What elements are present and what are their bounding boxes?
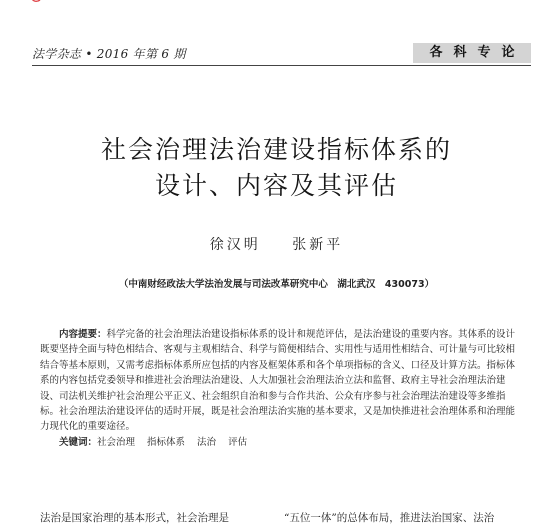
header-rule	[32, 65, 531, 66]
article-title	[0, 132, 553, 204]
keywords	[40, 435, 520, 450]
keyword: 法治	[197, 436, 217, 448]
red-corner-mark	[28, 0, 48, 8]
body-column-right: “五位一体”的总体布局，推进法治国家、法治	[284, 512, 495, 524]
section-tag: 各科专论	[413, 43, 531, 63]
author-name: 张新平	[292, 237, 344, 253]
keyword: 指标体系	[147, 436, 186, 448]
body-column-left: 法治是国家治理的基本形式，社会治理是	[40, 512, 229, 524]
keyword: 评估	[228, 436, 248, 448]
keyword: 社会治理	[97, 436, 136, 448]
journal-info: 法学杂志 • 2016 年第 6 期	[32, 47, 186, 61]
abstract-label: 内容提要：	[59, 329, 107, 340]
keywords-label: 关键词：	[59, 436, 98, 448]
abstract	[40, 327, 520, 450]
affiliation: （中南财经政法大学法治发展与司法改革研究中心 湖北武汉 430073）	[118, 279, 435, 290]
abstract-paragraph	[40, 327, 520, 435]
running-header	[32, 43, 531, 63]
author-name: 徐汉明	[209, 237, 261, 253]
title-line-1: 社会治理法治建设指标体系的	[100, 135, 452, 164]
authors	[0, 234, 553, 254]
title-line-2: 设计、内容及其评估	[154, 171, 398, 200]
abstract-text: 科学完备的社会治理法治建设指标体系的设计和规范评估，是法治建设的重要内容。其体系的设计既要坚持全面与特色相结合、客观与主观相结合、科学与简便相结合、实用性与适用性相结合、可计量与可比较相结合等基本原则，又需考虑指标体系所应包括的内容及框架体系和各个单项指标的含义、口径及计算方法。指标体系的内容包括党委领导和推进社会治理法治建设、人大加强社会治理法治立法和监督、政府主导社会治理法治建设、司法机关维护社会治理公平正义、社会组织自治和参与合作共治、公众有序参与社会治理法治建设等多维指标。社会治理法治建设评估的适时开展，既是社会治理法治实施的基本要求，又是加快推进社会治理体系和治理能力现代化的重要途径。	[40, 329, 516, 433]
